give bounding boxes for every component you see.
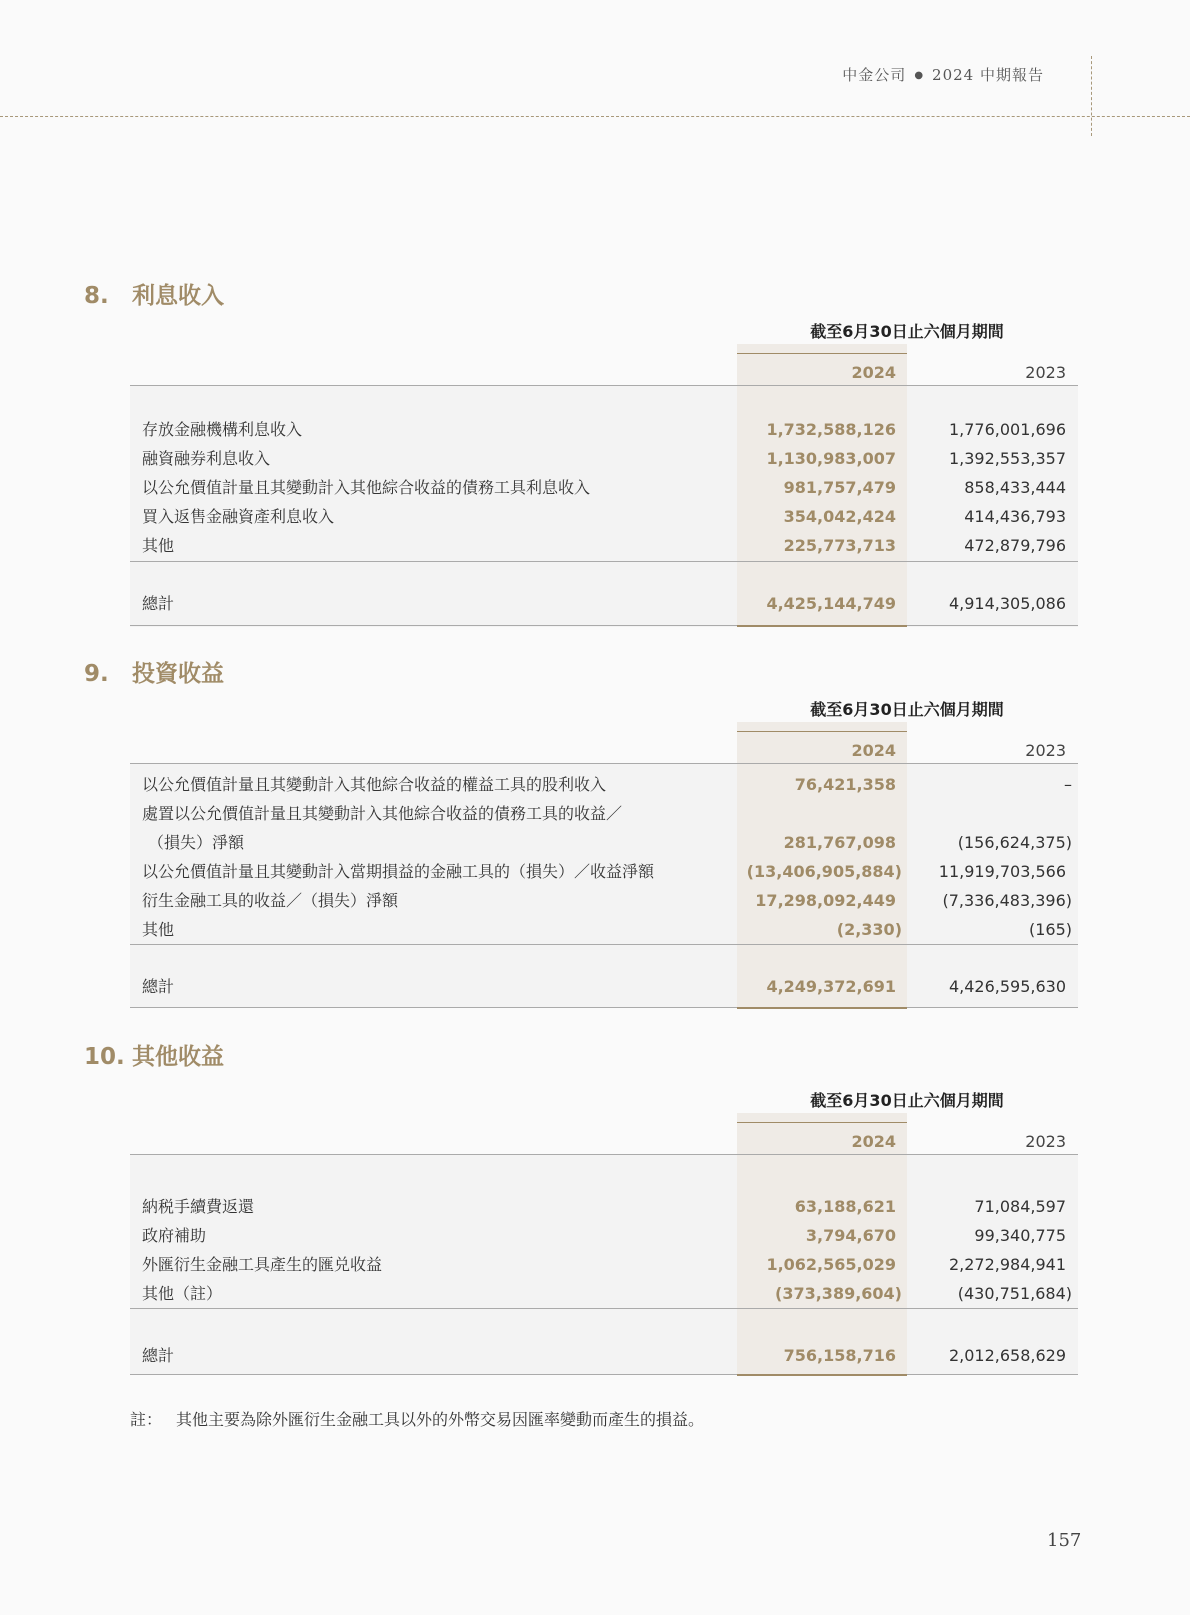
header-rule (130, 385, 1078, 386)
running-header (842, 64, 1044, 85)
table-row: 存放金融機構利息收入 1,732,588,126 1,776,001,696 (142, 420, 1066, 439)
table-row: 政府補助 3,794,670 99,340,775 (142, 1226, 1066, 1245)
footnote-tag: 註： (130, 1410, 163, 1429)
year-prior: 2023 (1025, 363, 1066, 382)
table-row: 融資融券利息收入 1,130,983,007 1,392,553,357 (142, 449, 1066, 468)
total-rule (130, 1007, 1078, 1008)
table-row: 其他 225,773,713 472,879,796 (142, 536, 1066, 555)
table-other-income (130, 1088, 1078, 1374)
footnote-text: 其他主要為除外匯衍生金融工具以外的外幣交易因匯率變動而產生的損益。 (176, 1410, 705, 1429)
header-company: 中金公司 (842, 66, 907, 84)
year-current: 2024 (851, 1132, 896, 1151)
table-row: 以公允價值計量且其變動計入其他綜合收益的權益工具的股利收入 76,421,358 – (142, 775, 1072, 794)
table-row: 其他（註） (373,389,604) (430,751,684) (142, 1284, 1072, 1303)
total-row: 總計 4,425,144,749 4,914,305,086 (142, 594, 1066, 613)
table-row: 處置以公允價值計量且其變動計入其他綜合收益的債務工具的收益／ (142, 804, 623, 823)
header-bullet: ● (914, 70, 925, 81)
subtotal-rule (130, 561, 1078, 562)
header-rule (130, 763, 1078, 764)
section-title: 10. 其他收益 (84, 1044, 224, 1070)
year-current: 2024 (851, 741, 896, 760)
year-prior: 2023 (1025, 741, 1066, 760)
year-current: 2024 (851, 363, 896, 382)
total-row: 總計 756,158,716 2,012,658,629 (142, 1346, 1066, 1365)
total-rule (130, 1374, 1078, 1375)
period-header: 截至6月30日止六個月期間 (810, 1091, 1004, 1110)
table-row: 納税手續費返還 63,188,621 71,084,597 (142, 1197, 1066, 1216)
table-row: 衍生金融工具的收益／（損失）淨額 17,298,092,449 (7,336,483,396) (142, 891, 1072, 910)
page-number: 157 (1047, 1530, 1082, 1551)
footnote (130, 1407, 704, 1430)
header-report-title: 2024 中期報告 (932, 66, 1044, 84)
table-row: 外匯衍生金融工具產生的匯兑收益 1,062,565,029 2,272,984,941 (142, 1255, 1066, 1274)
table-row: 其他 (2,330) (165) (142, 920, 1072, 939)
table-row: 買入返售金融資產利息收入 354,042,424 414,436,793 (142, 507, 1066, 526)
table-row: 以公允價值計量且其變動計入當期損益的金融工具的（損失）／收益淨額 (13,406,905,884) 11,919,703,566 (142, 862, 1066, 881)
period-header: 截至6月30日止六個月期間 (810, 700, 1004, 719)
subtotal-rule (130, 944, 1078, 945)
section-title: 8. 利息收入 (84, 283, 224, 309)
table-row: 以公允價值計量且其變動計入其他綜合收益的債務工具利息收入 981,757,479 858,433,444 (142, 478, 1066, 497)
header-dashed-rule (0, 116, 1190, 117)
year-prior: 2023 (1025, 1132, 1066, 1151)
header-rule (130, 1154, 1078, 1155)
subtotal-rule (130, 1308, 1078, 1309)
table-row: （損失）淨額 281,767,098 (156,624,375) (148, 833, 1072, 852)
total-rule (130, 625, 1078, 626)
total-row: 總計 4,249,372,691 4,426,595,630 (142, 977, 1066, 996)
table-investment-income (130, 697, 1078, 1007)
period-header: 截至6月30日止六個月期間 (810, 322, 1004, 341)
table-interest-income (130, 319, 1078, 627)
header-dashed-marker (1091, 56, 1092, 136)
section-title: 9. 投資收益 (84, 661, 224, 687)
